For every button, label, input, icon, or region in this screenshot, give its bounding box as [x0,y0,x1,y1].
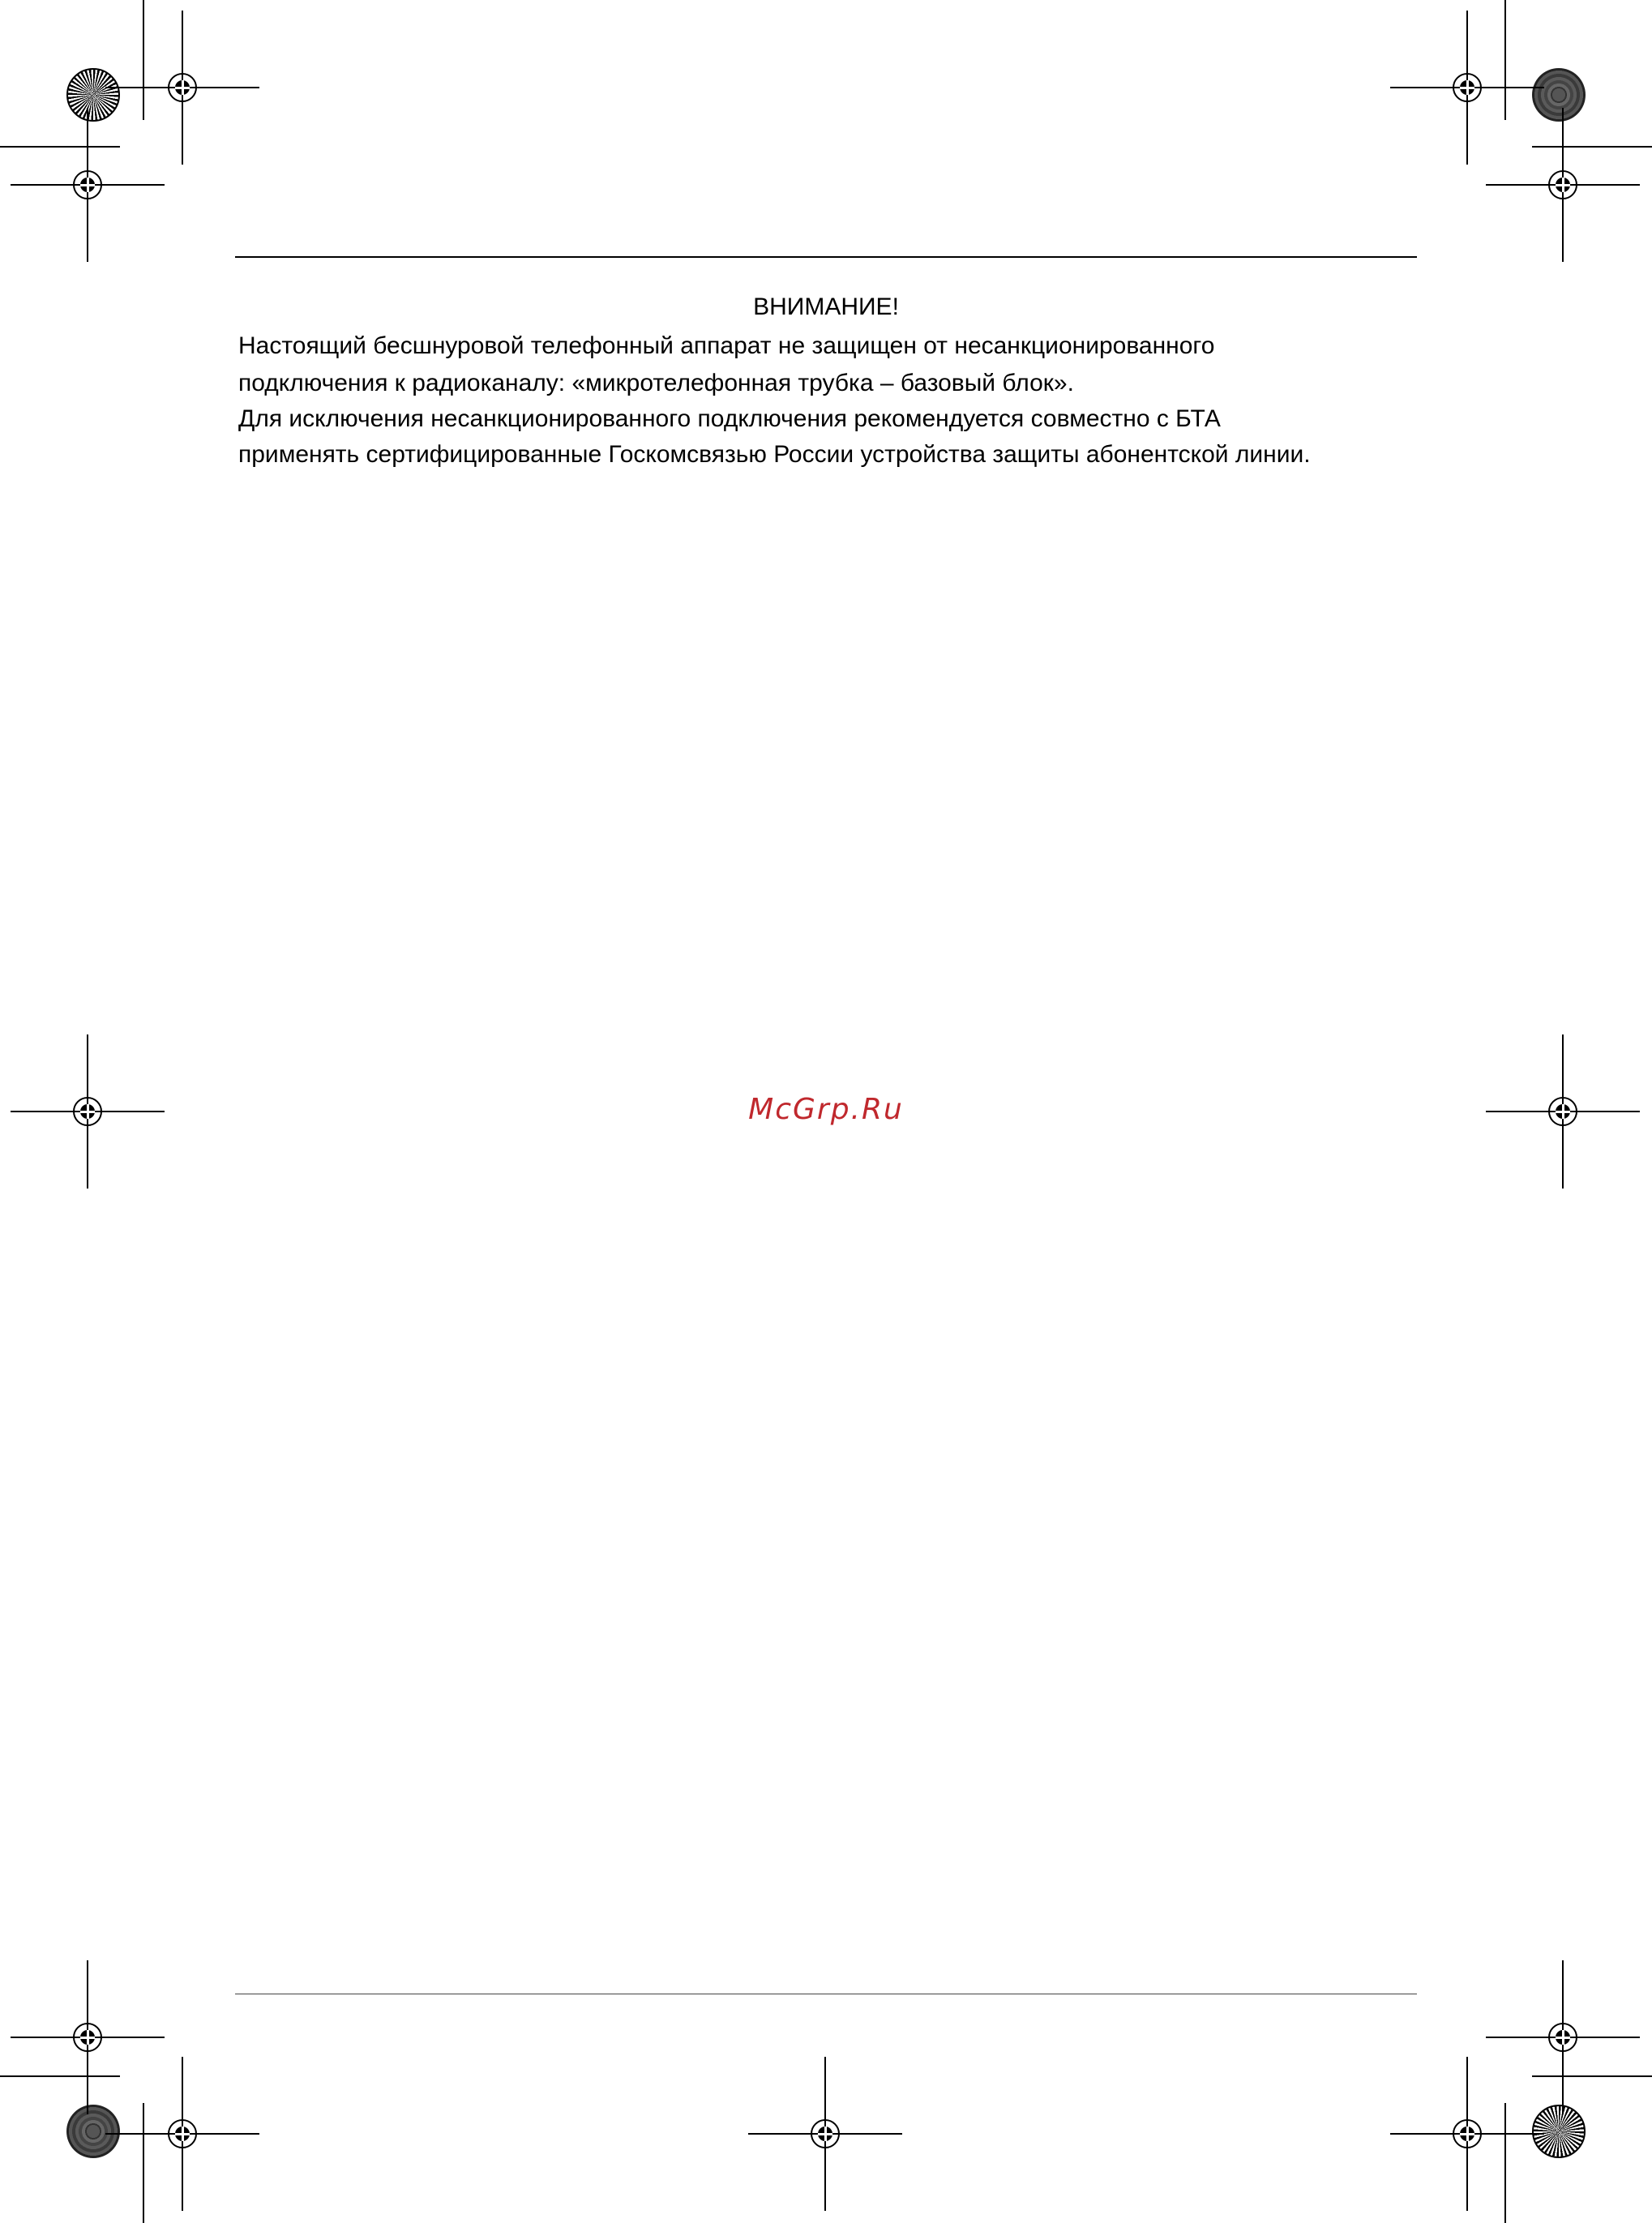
notice-line: Для исключения несанкционированного подключения рекомендуется совместно с БТА [238,405,1221,432]
color-target-icon [66,68,120,122]
color-target-icon [66,2105,120,2158]
crop-mark [1532,2075,1652,2077]
crop-mark [0,2075,120,2077]
crop-mark [143,0,144,120]
color-target-icon [1532,68,1586,122]
notice-title: ВНИМАНИЕ! [753,293,899,320]
notice-line: применять сертифицированные Госкомсвязью России устройства защиты абонентской линии. [238,441,1311,468]
crop-mark [1532,146,1652,148]
crop-mark [0,146,120,148]
notice-line: подключения к радиоканалу: «микротелефонная трубка – базовый блок». [238,370,1074,396]
crop-mark [143,2103,144,2223]
crop-mark [1504,0,1506,120]
crop-mark [1504,2103,1506,2223]
color-target-icon [1532,2105,1586,2158]
notice-line: Настоящий бесшнуровой телефонный аппарат не защищен от несанкционированного [238,332,1215,359]
header-rule [235,256,1417,258]
watermark: McGrp.Ru [748,1093,904,1126]
